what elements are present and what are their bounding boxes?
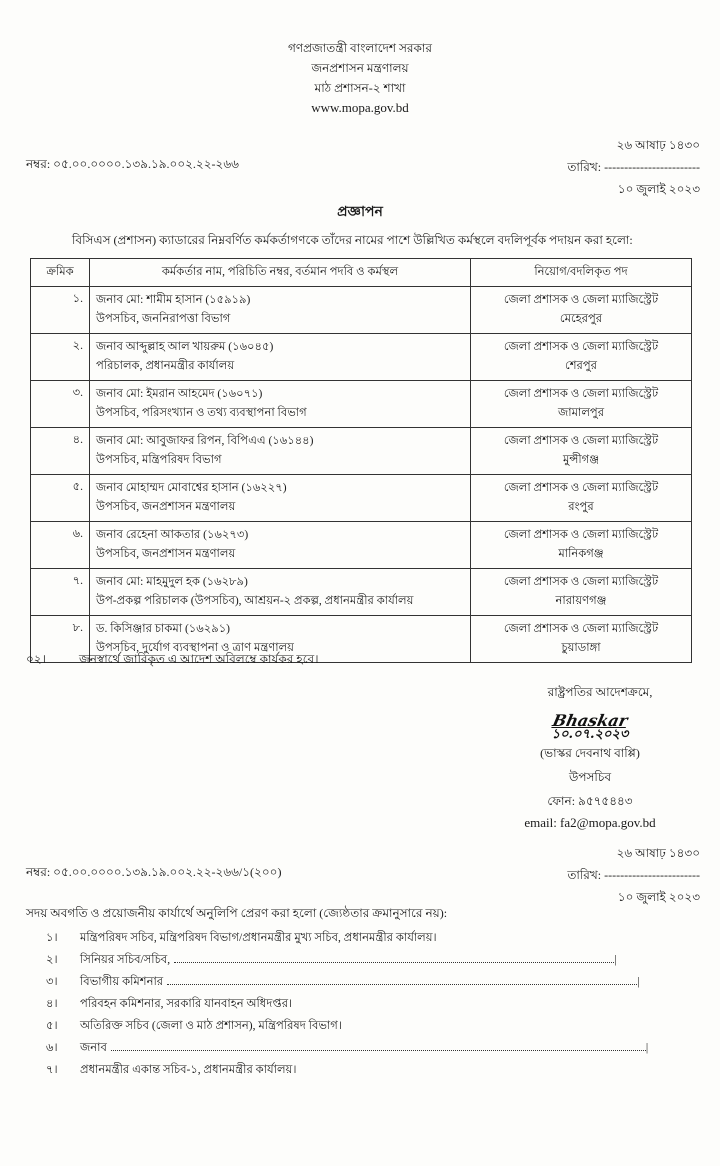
item-text: সিনিয়র সচিব/সচিব,: [80, 954, 171, 966]
table-row: [31, 522, 692, 569]
officer-name: জনাব মো: ইমরান আহমেদ (১৬০৭১): [96, 388, 263, 400]
header-serial: ক্রমিক: [31, 259, 90, 287]
page-title: প্রজ্ঞাপন: [337, 205, 383, 220]
new-post-title: জেলা প্রশাসক ও জেলা ম্যাজিস্ট্রেট: [503, 341, 659, 353]
item-text: জনাব: [80, 1042, 107, 1054]
officer-current-post: উপসচিব, জনপ্রশাসন মন্ত্রণালয়: [96, 548, 236, 560]
row-serial: ৭.: [31, 569, 90, 616]
row-officer: [90, 428, 471, 475]
fill-in-dotted-line: [167, 972, 637, 985]
row-serial: ৩.: [31, 381, 90, 428]
distribution-item: [46, 994, 648, 1016]
row-officer: [90, 334, 471, 381]
fill-in-dotted-line: [111, 1038, 646, 1051]
row-new-post: [471, 522, 692, 569]
row-new-post: [471, 616, 692, 663]
line-end-mark: |: [614, 954, 617, 966]
table-row: [31, 334, 692, 381]
officer-current-post: পরিচালক, প্রধানমন্ত্রীর কার্যালয়: [96, 360, 235, 372]
new-post-district: নারায়ণগঞ্জ: [555, 595, 607, 607]
line-end-mark: |: [645, 1042, 649, 1054]
row-new-post: [471, 381, 692, 428]
clause-number: ০২।: [26, 652, 46, 666]
row-officer: [90, 381, 471, 428]
officer-name: জনাব মোহাম্মদ মোবাশ্বের হাসান (১৬২২৭): [96, 482, 287, 494]
new-post-district: মেহেরপুর: [559, 313, 603, 325]
item-text: মন্ত্রিপরিষদ সচিব, মন্ত্রিপরিষদ বিভাগ/প্রধানমন্ত্রীর মুখ্য সচিব, প্রধানমন্ত্রীর কার্যালয়।: [80, 932, 437, 944]
table-row: [31, 475, 692, 522]
row-new-post: [471, 569, 692, 616]
new-post-title: জেলা প্রশাসক ও জেলা ম্যাজিস্ট্রেট: [503, 388, 659, 400]
copy-date-label: তারিখ: ------------------------: [567, 868, 700, 882]
clause-2: [26, 651, 319, 671]
new-post-district: শেরপুর: [565, 360, 597, 372]
item-text: অতিরিক্ত সচিব (জেলা ও মাঠ প্রশাসন), মন্ত্রিপরিষদ বিভাগ।: [80, 1020, 342, 1032]
officer-name: জনাব মো: শামীম হাসান (১৫৯১৯): [96, 294, 251, 306]
signature-mark: Bhaskar: [550, 711, 630, 730]
letterhead: [0, 38, 720, 118]
header-officer: কর্মকর্তার নাম, পরিচিতি নম্বর, বর্তমান পদবি ও কর্মস্থল: [90, 259, 471, 287]
row-serial: ৫.: [31, 475, 90, 522]
officer-current-post: উপসচিব, দুর্যোগ ব্যবস্থাপনা ও ত্রাণ মন্ত্রণালয়: [96, 642, 294, 654]
row-new-post: [471, 334, 692, 381]
date-label: তারিখ: ------------------------: [567, 160, 700, 174]
clause-text: জনস্বার্থে জারিকৃত এ আদেশ অবিলম্বে কার্যকর হবে।: [79, 652, 319, 666]
distribution-item: [46, 1016, 648, 1038]
distribution-item: [46, 1038, 648, 1060]
new-post-title: জেলা প্রশাসক ও জেলা ম্যাজিস্ট্রেট: [503, 576, 659, 588]
item-text: পরিবহন কমিশনার, সরকারি যানবাহন অধিদপ্তর।: [80, 998, 293, 1010]
item-number: ৪।: [46, 998, 58, 1010]
distribution-item: [46, 972, 648, 994]
copy-date-bangla: ২৬ আষাঢ় ১৪৩০: [616, 846, 700, 860]
officer-current-post: উপসচিব, জননিরাপত্তা বিভাগ: [96, 313, 231, 325]
officer-current-post: উপসচিব, পরিসংখ্যান ও তথ্য ব্যবস্থাপনা বিভাগ: [96, 407, 307, 419]
new-post-title: জেলা প্রশাসক ও জেলা ম্যাজিস্ট্রেট: [503, 294, 659, 306]
intro-text: বিসিএস (প্রশাসন) ক্যাডারের নিম্নবর্ণিত কর্মকর্তাগণকে তাঁদের নামের পাশে উল্লিখিত কর্মস্থলে বদলিপূর্বক পদায়ন করা হলো:: [72, 233, 633, 247]
copy-memo-date: [567, 842, 700, 908]
row-new-post: [471, 428, 692, 475]
item-text: বিভাগীয় কমিশনার: [80, 976, 164, 988]
copy-memo-number: নম্বর: ০৫.০০.০০০০.১৩৯.১৯.০০২.২২-২৬৬/১(২০০): [26, 865, 282, 879]
signatory-name: (ভাস্কর দেবনাথ বাপ্পি): [540, 746, 640, 760]
ministry-name: জনপ্রশাসন মন্ত্রণালয়: [311, 61, 409, 75]
officer-name: জনাব মো: মাহমুদুল হক (১৬২৮৯): [96, 576, 248, 588]
header-post: নিয়োগ/বদলিকৃত পদ: [471, 259, 692, 287]
table-row: [31, 287, 692, 334]
new-post-title: জেলা প্রশাসক ও জেলা ম্যাজিস্ট্রেট: [503, 529, 659, 541]
new-post-district: মানিকগঞ্জ: [558, 548, 604, 560]
copy-date-english: ১০ জুলাই ২০২৩: [617, 890, 700, 904]
distribution-item: [46, 928, 648, 950]
distribution-list: [46, 928, 648, 1082]
transfer-table: [30, 258, 692, 663]
row-officer: [90, 569, 471, 616]
distribution-intro: সদয় অবগতি ও প্রয়োজনীয় কার্যার্থে অনুলিপি প্রেরণ করা হলো (জ্যেষ্ঠতার ক্রমানুসারে নয়):: [26, 906, 448, 920]
officer-name: জনাব আব্দুল্লাহ আল খায়রুম (১৬০৪৫): [96, 341, 274, 353]
new-post-title: জেলা প্রশাসক ও জেলা ম্যাজিস্ট্রেট: [503, 623, 659, 635]
branch-name: মাঠ প্রশাসন-২ শাখা: [314, 81, 406, 95]
order-line: রাষ্ট্রপতির আদেশক্রমে,: [547, 685, 653, 699]
row-serial: ২.: [31, 334, 90, 381]
table-row: [31, 428, 692, 475]
item-number: ৫।: [46, 1020, 58, 1032]
new-post-district: জামালপুর: [557, 407, 605, 419]
new-post-title: জেলা প্রশাসক ও জেলা ম্যাজিস্ট্রেট: [503, 482, 659, 494]
officer-name: জনাব মো: আবুজাফর রিপন, বিপিএএ (১৬১৪৪): [96, 435, 314, 447]
date-english: ১০ জুলাই ২০২৩: [617, 182, 700, 196]
row-serial: ৮.: [31, 616, 90, 663]
officer-current-post: উপ-প্রকল্প পরিচালক (উপসচিব), আশ্রয়ন-২ প্রকল্প, প্রধানমন্ত্রীর কার্যালয়: [96, 595, 414, 607]
signatory-phone: ফোন: ৯৫৭৫৪৪৩: [547, 794, 633, 808]
item-number: ৩।: [46, 976, 58, 988]
row-officer: [90, 522, 471, 569]
row-serial: ১.: [31, 287, 90, 334]
signatory-email: email: fa2@mopa.gov.bd: [524, 815, 656, 830]
table-row: [31, 381, 692, 428]
officer-current-post: উপসচিব, মন্ত্রিপরিষদ বিভাগ: [96, 454, 222, 466]
item-number: ৬।: [46, 1042, 58, 1054]
officer-name: ড. কিসিঞ্জার চাকমা (১৬২৯১): [96, 623, 230, 635]
row-officer: [90, 475, 471, 522]
website: www.mopa.gov.bd: [311, 100, 409, 115]
fill-in-dotted-line: [174, 950, 614, 963]
signature-block: [490, 712, 690, 832]
date-bangla: ২৬ আষাঢ় ১৪৩০: [616, 138, 700, 152]
row-officer: [90, 287, 471, 334]
line-end-mark: |: [637, 976, 640, 988]
table-row: [31, 569, 692, 616]
new-post-district: চুয়াডাঙ্গা: [561, 642, 601, 654]
officer-current-post: উপসচিব, জনপ্রশাসন মন্ত্রণালয়: [96, 501, 236, 513]
new-post-title: জেলা প্রশাসক ও জেলা ম্যাজিস্ট্রেট: [503, 435, 659, 447]
row-new-post: [471, 287, 692, 334]
item-text: প্রধানমন্ত্রীর একান্ত সচিব-১, প্রধানমন্ত্রীর কার্যালয়।: [80, 1064, 297, 1076]
memo-number: নম্বর: ০৫.০০.০০০০.১৩৯.১৯.০০২.২২-২৬৬: [26, 157, 239, 171]
new-post-district: মুন্সীগঞ্জ: [562, 454, 600, 466]
distribution-item: [46, 1060, 648, 1082]
signatory-designation: উপসচিব: [568, 770, 611, 784]
government-name: গণপ্রজাতন্ত্রী বাংলাদেশ সরকার: [287, 41, 433, 55]
row-serial: ৬.: [31, 522, 90, 569]
row-new-post: [471, 475, 692, 522]
table-header: [31, 259, 692, 287]
item-number: ২।: [46, 954, 58, 966]
row-serial: ৪.: [31, 428, 90, 475]
item-number: ৭।: [46, 1064, 58, 1076]
new-post-district: রংপুর: [568, 501, 594, 513]
signature-date: ১০.০৭.২০২৩: [551, 727, 629, 742]
memo-date: [567, 134, 700, 200]
distribution-item: [46, 950, 648, 972]
officer-name: জনাব রেহেনা আকতার (১৬২৭৩): [96, 529, 249, 541]
item-number: ১।: [46, 932, 58, 944]
